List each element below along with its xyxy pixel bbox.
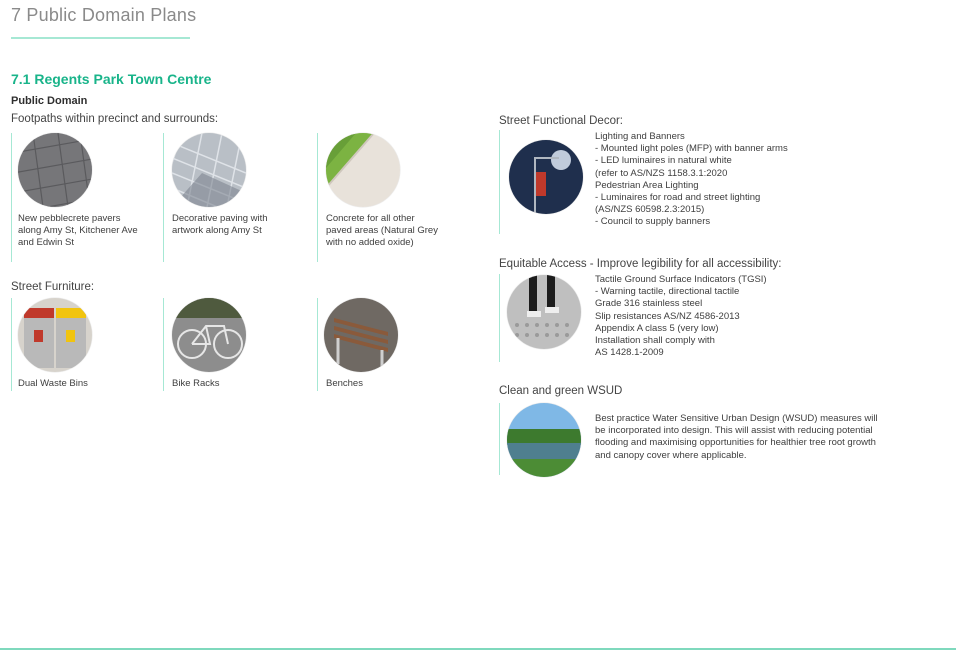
furniture-caption: Bike Racks <box>172 378 220 389</box>
footpaths-heading: Footpaths within precinct and surrounds: <box>11 113 219 125</box>
footpath-card-decorative <box>163 133 304 262</box>
decor-description: Lighting and Banners - Mounted light poles (MFP) with banner arms - LED luminaires in natural white (refer to AS/NZS 1158.3.1:2020 Pedestrian Area Lighting - Luminaires for road and street lighting (AS/NZS 60598.2.3:2015) - Council to supply banners <box>595 131 788 228</box>
footpath-caption: Concrete for all other paved areas (Natural Grey with no added oxide) <box>326 213 438 248</box>
concrete-path-photo <box>326 133 400 207</box>
street-light-photo <box>509 140 583 214</box>
furniture-card-bins <box>11 298 152 391</box>
access-card <box>499 274 910 362</box>
decor-card <box>499 130 910 234</box>
furniture-caption: Dual Waste Bins <box>18 378 88 389</box>
access-heading: Equitable Access - Improve legibility for all accessibility: <box>499 258 782 270</box>
wsud-description: Best practice Water Sensitive Urban Design (WSUD) measures will be incorporated into design. This will assist with reducing potential flooding and maximising opportunities for healthier tree root growth and canopy cover where applicable. <box>595 413 878 461</box>
footpath-caption: Decorative paving with artwork along Amy St <box>172 213 268 236</box>
footer-rule <box>0 648 956 650</box>
section-title: 7.1 Regents Park Town Centre <box>11 71 212 87</box>
furniture-card-bench <box>317 298 458 391</box>
furniture-card-bikes <box>163 298 304 391</box>
wsud-card <box>499 403 910 475</box>
tactile-indicators-photo <box>507 275 581 349</box>
footpath-card-concrete <box>317 133 458 262</box>
furniture-heading: Street Furniture: <box>11 281 95 293</box>
bike-rack-photo <box>172 298 246 372</box>
bench-photo <box>324 298 398 372</box>
sub-heading: Public Domain <box>11 95 88 107</box>
access-description: Tactile Ground Surface Indicators (TGSI) - Warning tactile, directional tactile Grade 316 stainless steel Slip resistances AS/NZ 4586-2013 Appendix A class 5 (very low) Installation shall comply with AS 1428.1-2009 <box>595 274 767 359</box>
footpath-caption: New pebblecrete pavers along Amy St, Kitchener Ave and Edwin St <box>18 213 138 248</box>
wetland-photo <box>507 403 581 477</box>
footpath-card-pavers <box>11 133 152 262</box>
page-title: 7 Public Domain Plans <box>11 5 197 25</box>
pebblecrete-pavers-photo <box>18 133 92 207</box>
decorative-paving-photo <box>172 133 246 207</box>
decor-heading: Street Functional Decor: <box>499 115 624 127</box>
waste-bins-photo <box>18 298 92 372</box>
title-underline <box>11 37 190 39</box>
furniture-caption: Benches <box>326 378 363 389</box>
wsud-heading: Clean and green WSUD <box>499 385 623 397</box>
